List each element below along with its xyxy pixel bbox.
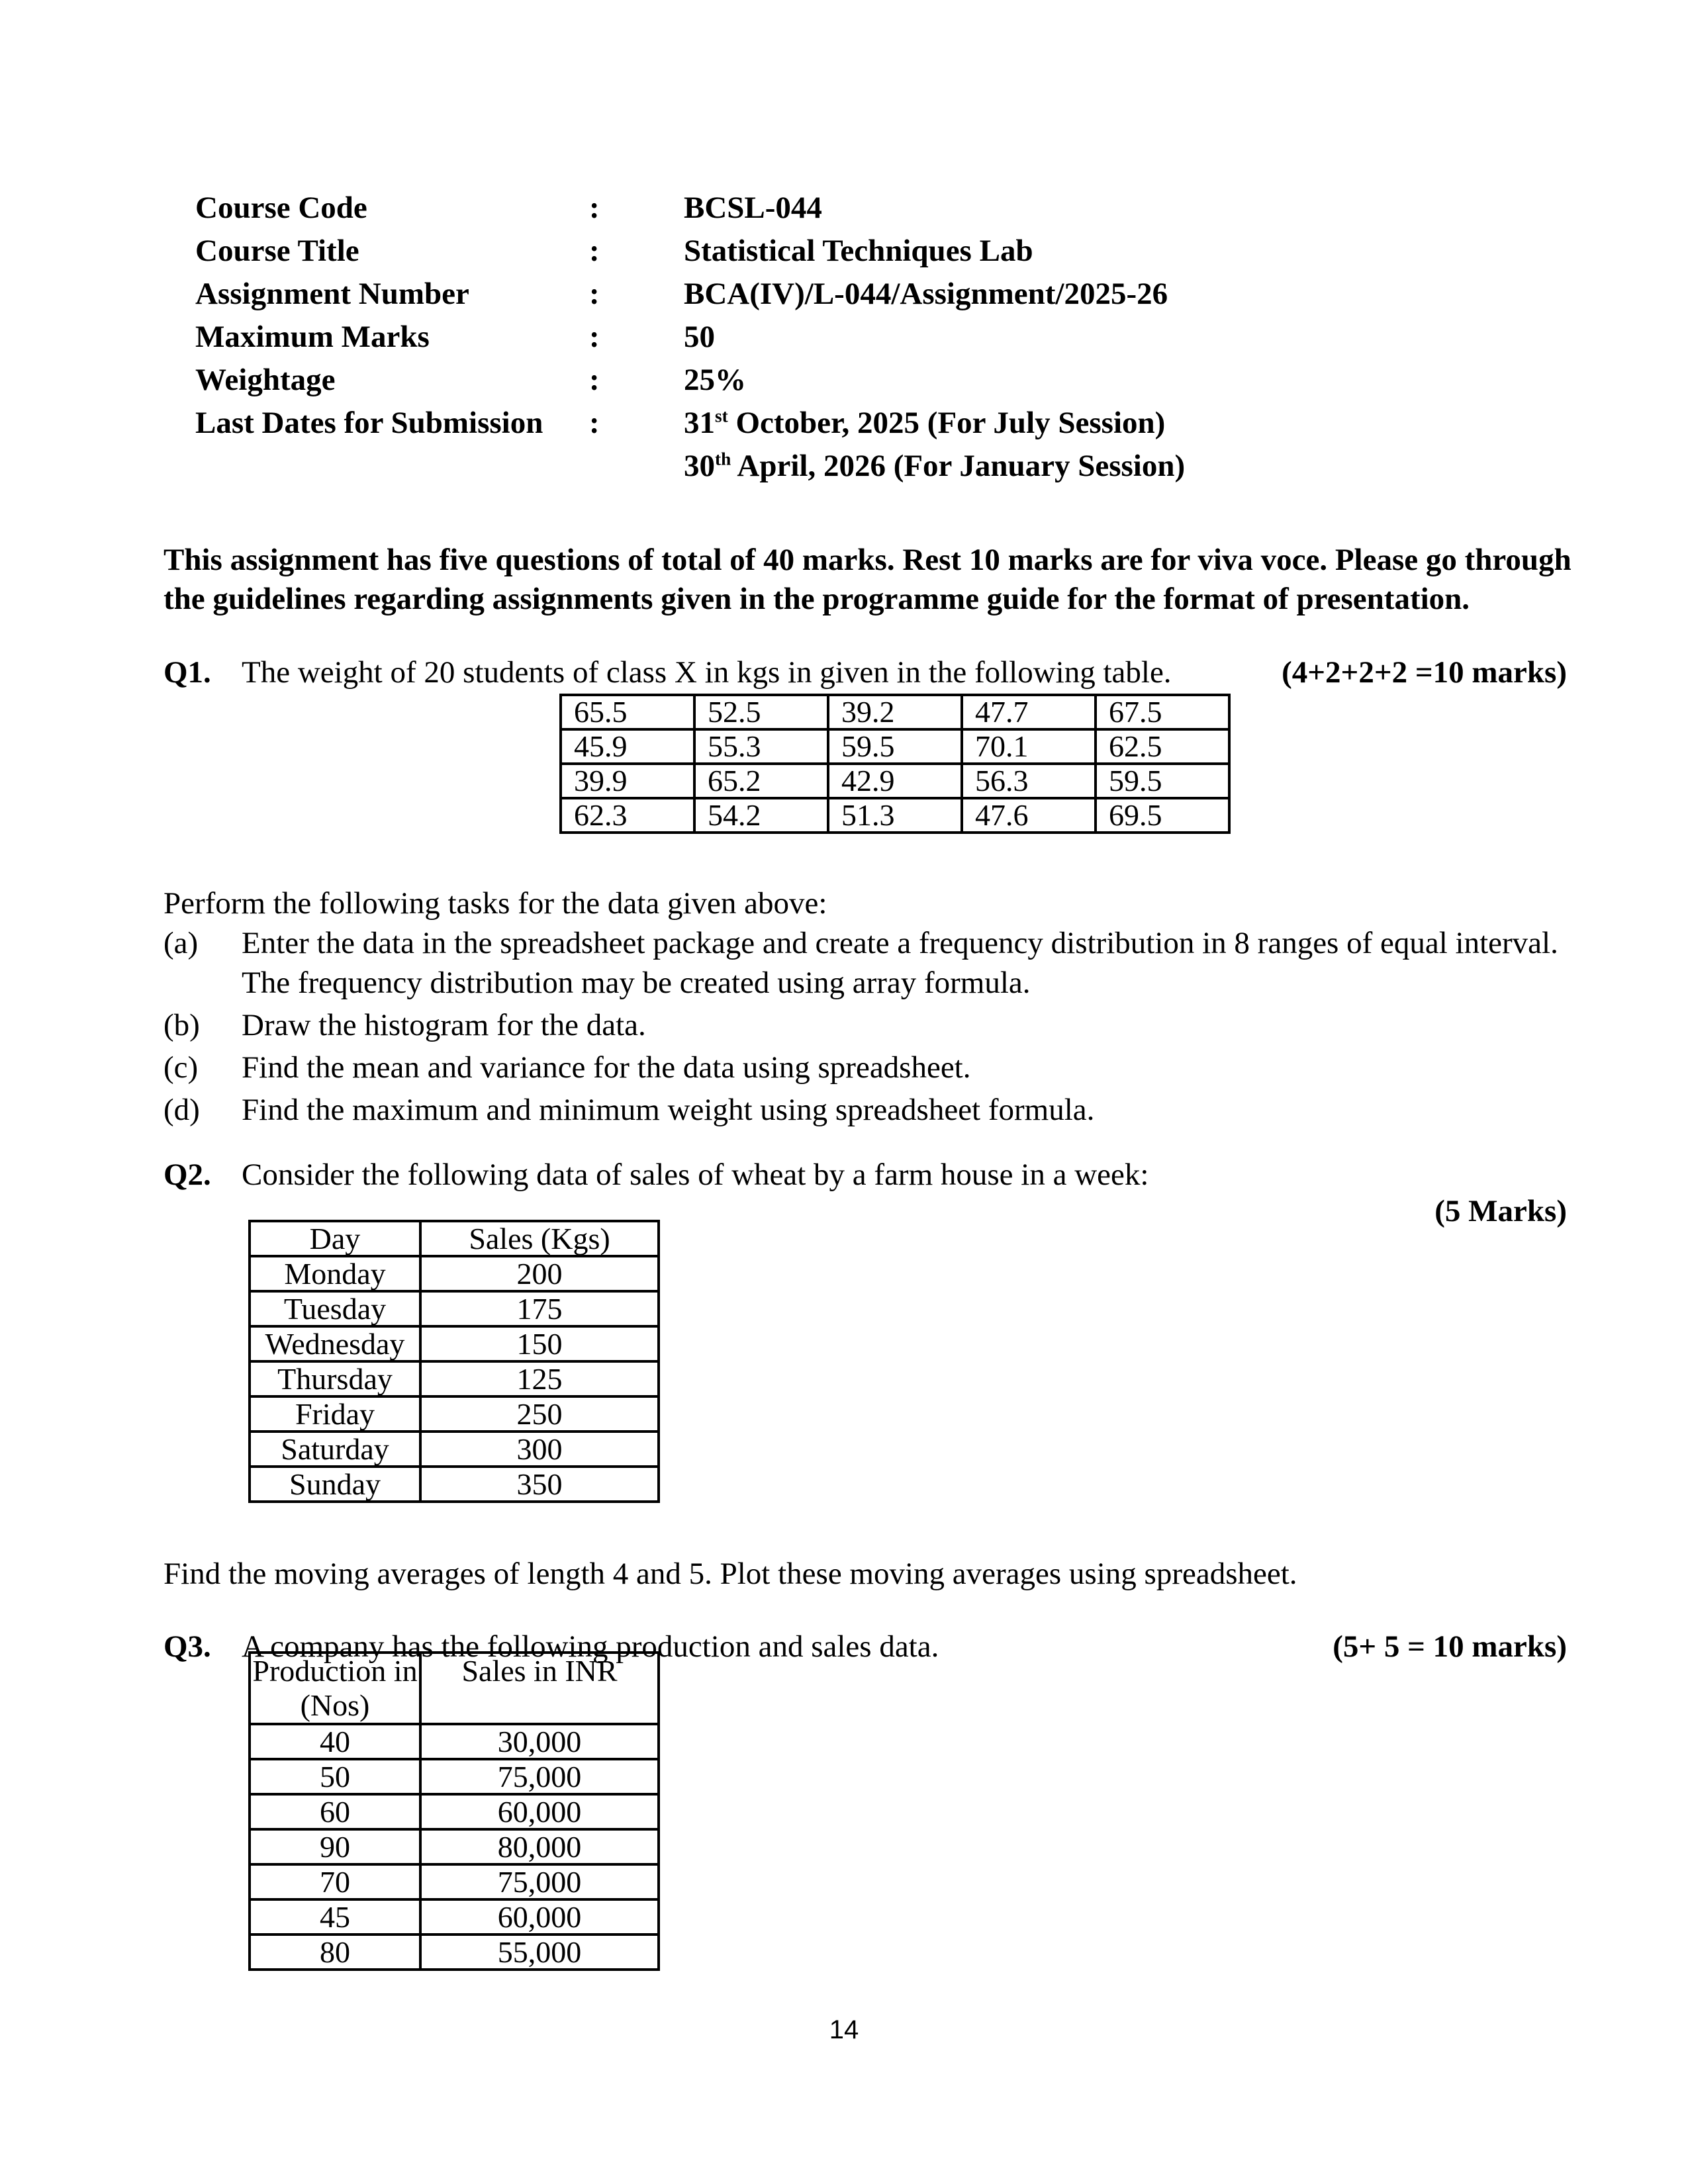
day-cell: Thursday [250,1361,420,1396]
task-b [164,1005,1558,1045]
submission-dates-row [195,402,1185,488]
weight-cell: 39.2 [828,695,962,729]
january-session-rest: April, 2026 (For January Session) [731,449,1186,483]
task-d-label: (d) [164,1093,200,1127]
colon-separator: : [589,191,600,225]
q1-task-list [164,923,1558,1132]
page-number: 14 [829,2015,859,2044]
table-header-row [250,1221,659,1256]
task-c-line-1: Find the mean and variance for the data using spreadsheet. [242,1050,971,1085]
table-row [250,1899,659,1934]
colon-separator: : [589,277,600,311]
january-session-ordinal: th [715,449,731,469]
sales-inr-column-header: Sales in INR [420,1653,659,1724]
task-a-label: (a) [164,926,199,960]
table-row [250,1432,659,1467]
sales-cell: 300 [420,1432,659,1467]
july-session-rest: October, 2025 (For July Session) [727,406,1166,440]
q3-production-sales-table [248,1651,660,1971]
weight-cell: 52.5 [694,695,828,729]
sales-inr-cell: 75,000 [420,1864,659,1899]
table-row [250,1934,659,1970]
weight-cell: 62.5 [1096,729,1229,764]
january-session-date [684,445,1185,488]
weight-cell: 65.2 [694,764,828,798]
sales-cell: 150 [420,1326,659,1361]
q2-question-text: Consider the following data of sales of wheat by a farm house in a week: [242,1158,1149,1192]
maximum-marks-label: Maximum Marks [195,320,430,354]
q1-perform-text: Perform the following tasks for the data given above: [164,886,827,921]
weight-cell: 67.5 [1096,695,1229,729]
january-session-day: 30 [684,449,715,483]
table-row [250,1291,659,1326]
sales-cell: 125 [420,1361,659,1396]
weight-cell: 54.2 [694,798,828,833]
table-row [561,729,1229,764]
weight-cell: 47.7 [962,695,1096,729]
course-title-label: Course Title [195,234,359,268]
production-cell: 45 [250,1899,420,1934]
colon-separator: : [589,320,600,354]
table-row [250,1724,659,1759]
q2-number: Q2. [164,1158,211,1192]
submission-dates-label: Last Dates for Submission [195,406,543,440]
colon-separator: : [589,406,600,440]
july-session-ordinal: st [715,406,728,426]
sales-inr-cell: 60,000 [420,1899,659,1934]
assignment-number-label: Assignment Number [195,277,469,311]
production-header-line-1: Production in [252,1654,418,1688]
q2-marks: (5 Marks) [1434,1194,1567,1228]
table-header-row [250,1653,659,1724]
table-row [250,1794,659,1829]
sales-inr-cell: 30,000 [420,1724,659,1759]
q3-question-text: A company has the following production and sales data. [242,1629,939,1664]
q3-marks: (5+ 5 = 10 marks) [1333,1629,1567,1664]
table-row [250,1759,659,1794]
weight-cell: 51.3 [828,798,962,833]
q1-weights-table [559,694,1231,834]
colon-separator: : [589,363,600,397]
assignment-instructions [164,541,1571,619]
table-row [250,1467,659,1502]
weight-cell: 59.5 [828,729,962,764]
sales-inr-cell: 60,000 [420,1794,659,1829]
maximum-marks-row [195,316,1185,359]
weightage-label: Weightage [195,363,336,397]
task-b-line-1: Draw the histogram for the data. [242,1008,646,1042]
production-cell: 60 [250,1794,420,1829]
instructions-line-1: This assignment has five questions of total of 40 marks. Rest 10 marks are for viva voce. Please go through [164,543,1571,577]
task-c-label: (c) [164,1050,199,1085]
submission-dates-value [684,402,1185,488]
weight-cell: 65.5 [561,695,694,729]
sales-inr-cell: 80,000 [420,1829,659,1864]
production-cell: 50 [250,1759,420,1794]
production-cell: 80 [250,1934,420,1970]
weight-cell: 47.6 [962,798,1096,833]
q1-question-text: The weight of 20 students of class X in kgs in given in the following table. [242,655,1172,690]
weight-cell: 69.5 [1096,798,1229,833]
q1-number: Q1. [164,655,211,690]
production-header-line-2: (Nos) [300,1688,370,1722]
q1-marks: (4+2+2+2 =10 marks) [1282,655,1567,690]
task-c-text [242,1048,971,1087]
sales-cell: 350 [420,1467,659,1502]
weight-cell: 55.3 [694,729,828,764]
production-cell: 70 [250,1864,420,1899]
weight-cell: 45.9 [561,729,694,764]
day-cell: Tuesday [250,1291,420,1326]
course-info-block [195,187,1185,488]
day-cell: Friday [250,1396,420,1432]
q2-heading-row [164,1155,1567,1195]
table-row [250,1256,659,1291]
weight-cell: 56.3 [962,764,1096,798]
course-code-value: BCSL-044 [684,191,822,225]
day-cell: Wednesday [250,1326,420,1361]
weight-cell: 59.5 [1096,764,1229,798]
course-title-value: Statistical Techniques Lab [684,234,1033,268]
task-a-text [242,923,1558,1003]
assignment-number-value: BCA(IV)/L-044/Assignment/2025-26 [684,277,1168,311]
sales-column-header: Sales (Kgs) [420,1221,659,1256]
q1-heading-row [164,653,1567,692]
july-session-date [684,402,1185,445]
weight-cell: 39.9 [561,764,694,798]
task-b-text [242,1005,646,1045]
instructions-line-2: the guidelines regarding assignments given in the programme guide for the format of presentation. [164,582,1470,616]
task-d-text [242,1090,1094,1130]
day-column-header: Day [250,1221,420,1256]
weight-cell: 62.3 [561,798,694,833]
course-title-row [195,230,1185,273]
sales-cell: 175 [420,1291,659,1326]
table-row [561,764,1229,798]
table-row [250,1361,659,1396]
task-b-label: (b) [164,1008,200,1042]
task-d-line-1: Find the maximum and minimum weight using spreadsheet formula. [242,1093,1095,1127]
table-row [250,1326,659,1361]
table-row [561,695,1229,729]
q2-sales-table [248,1220,660,1503]
sales-cell: 200 [420,1256,659,1291]
sales-inr-cell: 75,000 [420,1759,659,1794]
table-row [561,798,1229,833]
colon-separator: : [589,234,600,268]
day-cell: Monday [250,1256,420,1291]
weightage-row [195,359,1185,402]
course-code-row [195,187,1185,230]
weight-cell: 42.9 [828,764,962,798]
sales-inr-cell: 55,000 [420,1934,659,1970]
sales-cell: 250 [420,1396,659,1432]
task-a [164,923,1558,1003]
table-row [250,1829,659,1864]
q2-followup-text: Find the moving averages of length 4 and 5. Plot these moving averages using spreadsheet. [164,1557,1297,1591]
task-a-line-2: The frequency distribution may be created using array formula. [242,966,1031,1000]
task-c [164,1048,1558,1087]
maximum-marks-value: 50 [684,320,715,354]
task-d [164,1090,1558,1130]
assignment-number-row [195,273,1185,316]
production-cell: 90 [250,1829,420,1864]
july-session-day: 31 [684,406,715,440]
production-column-header [250,1653,420,1724]
table-row [250,1864,659,1899]
weight-cell: 70.1 [962,729,1096,764]
production-cell: 40 [250,1724,420,1759]
day-cell: Saturday [250,1432,420,1467]
weightage-value: 25% [684,363,746,397]
day-cell: Sunday [250,1467,420,1502]
table-row [250,1396,659,1432]
q3-number: Q3. [164,1629,211,1664]
course-code-label: Course Code [195,191,367,225]
task-a-line-1: Enter the data in the spreadsheet package and create a frequency distribution in 8 ranges of equal interval. [242,926,1558,960]
